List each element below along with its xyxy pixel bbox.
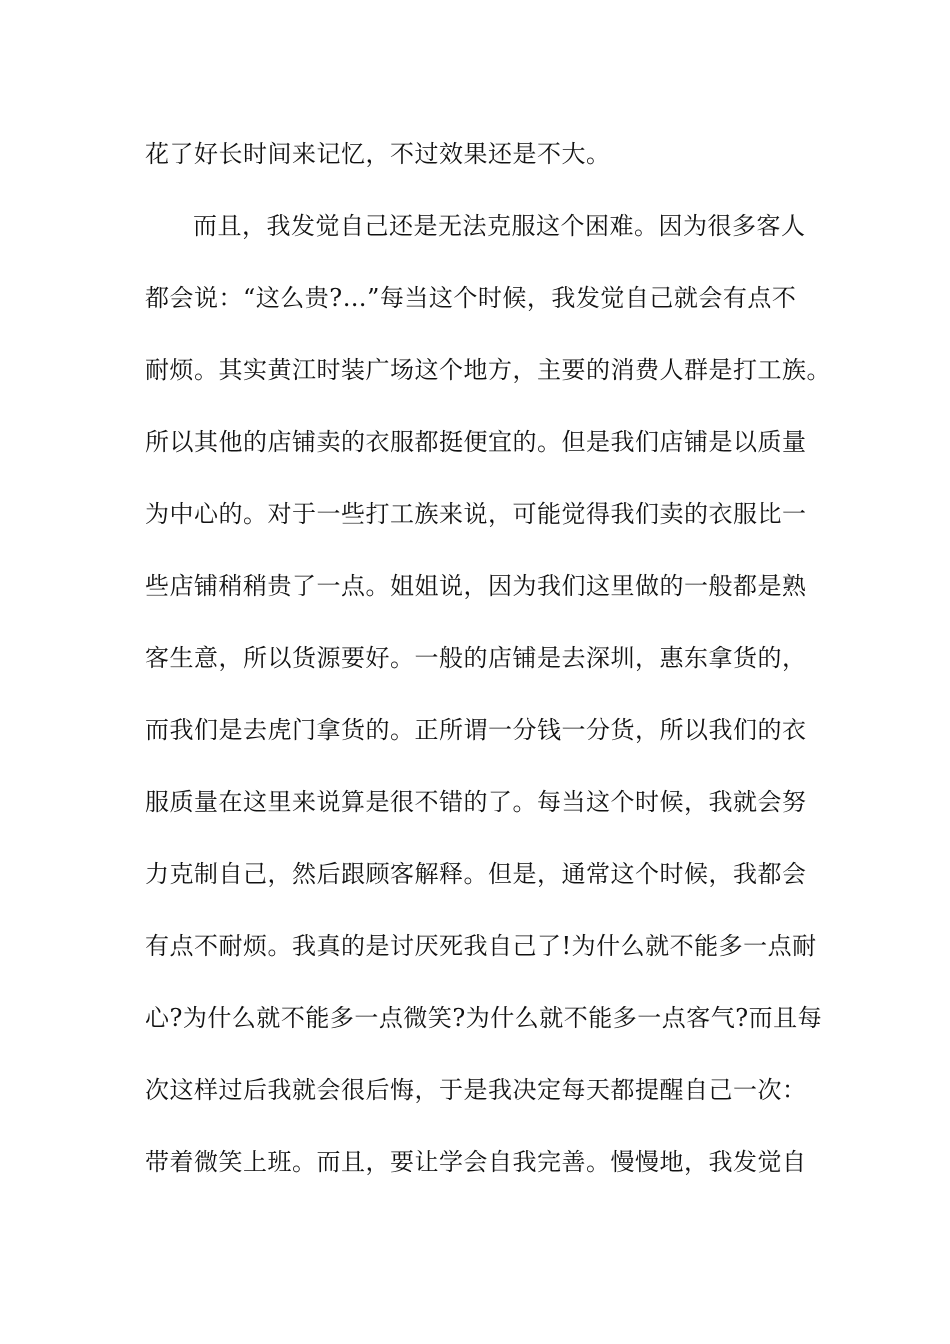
text-line: 次这样过后我就会很后悔，于是我决定每天都提醒自己一次： bbox=[145, 1076, 807, 1104]
text-line: 而我们是去虎门拿货的。正所谓一分钱一分货，所以我们的衣 bbox=[145, 716, 807, 744]
text-line: 都会说：“这么贵?…”每当这个时候，我发觉自己就会有点不 bbox=[145, 284, 797, 312]
text-line: 心?为什么就不能多一点微笑?为什么就不能多一点客气?而且每 bbox=[145, 1004, 823, 1032]
text-line: 服质量在这里来说算是很不错的了。每当这个时候，我就会努 bbox=[145, 788, 807, 816]
text-line: 有点不耐烦。我真的是讨厌死我自己了!为什么就不能多一点耐 bbox=[145, 932, 817, 960]
body-text bbox=[145, 134, 835, 1214]
text-line: 带着微笑上班。而且，要让学会自我完善。慢慢地，我发觉自 bbox=[145, 1148, 807, 1176]
text-line: 力克制自己，然后跟顾客解释。但是，通常这个时候，我都会 bbox=[145, 860, 807, 888]
text-line: 所以其他的店铺卖的衣服都挺便宜的。但是我们店铺是以质量 bbox=[145, 428, 807, 456]
text-line: 花了好长时间来记忆，不过效果还是不大。 bbox=[145, 140, 611, 168]
text-line: 为中心的。对于一些打工族来说，可能觉得我们卖的衣服比一 bbox=[145, 500, 807, 528]
text-line: 耐烦。其实黄江时装广场这个地方，主要的消费人群是打工族。 bbox=[145, 356, 831, 384]
text-line: 客生意，所以货源要好。一般的店铺是去深圳，惠东拿货的， bbox=[145, 644, 807, 672]
text-line: 些店铺稍稍贵了一点。姐姐说，因为我们这里做的一般都是熟 bbox=[145, 572, 807, 600]
paragraph-first-line: 而且，我发觉自己还是无法克服这个困难。因为很多客人 bbox=[193, 212, 806, 240]
